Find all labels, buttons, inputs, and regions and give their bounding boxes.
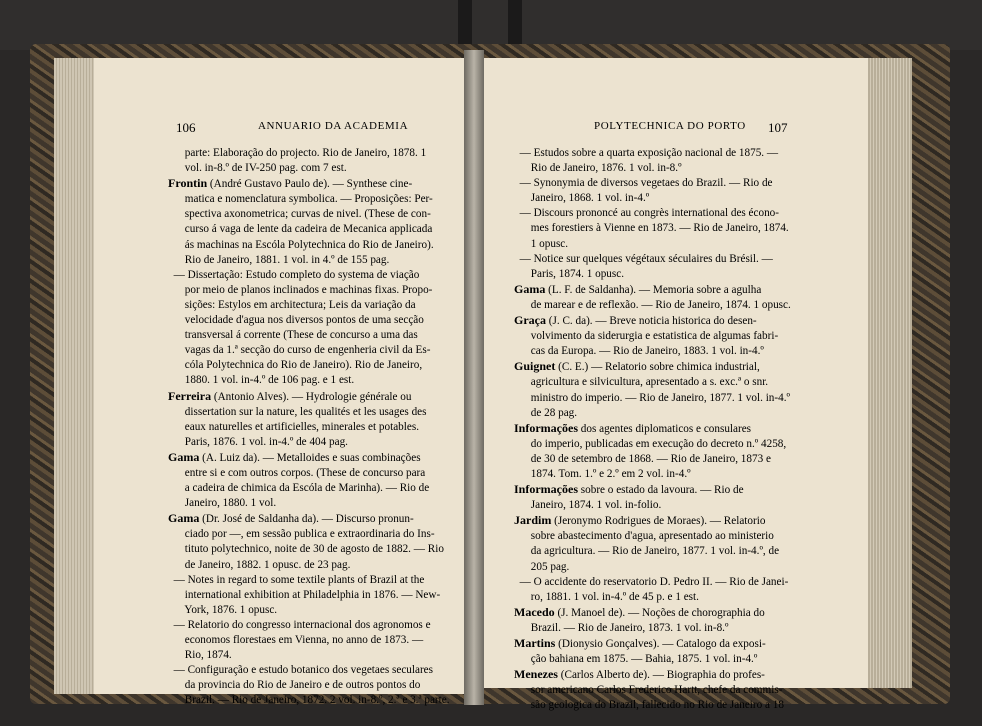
text-line: spectiva axonometrica; curvas de nivel. (These de con-	[168, 208, 431, 221]
text-line: tituto polytechnico, noite de 30 de agosto de 1882. — Rio	[168, 543, 444, 556]
text-line: por meio de planos inclinados e machinas fixas. Propo-	[168, 283, 433, 296]
text-line: Gama (A. Luiz da). — Metalloides e suas combinações	[168, 449, 421, 464]
text-line: Macedo (J. Manoel de). — Noções de chorographia do	[514, 604, 765, 619]
left-running-head: ANNUARIO DA ACADEMIA	[258, 120, 409, 132]
text-line: Jardim (Jeronymo Rodrigues de Moraes). — Relatorio	[514, 513, 766, 528]
text-line: Frontin (André Gustavo Paulo de). — Synthese cine-	[168, 176, 413, 191]
text-line: curso á vaga de lente da cadeira de Mecanica applicada	[168, 223, 433, 236]
text-line: Brazil. — Rio de Janeiro, 1872. 2 vol. in-8.º, 2.ª e 3.ª parte.	[168, 694, 450, 707]
right-page-text	[514, 146, 791, 713]
book-spine	[464, 50, 484, 705]
text-line: ro, 1881. 1 vol. in-4.º de 45 p. e 1 est.	[514, 590, 699, 603]
right-page-edges	[868, 58, 912, 688]
entry-heading: Ferreira	[168, 388, 212, 403]
entry-heading: Gama	[514, 281, 546, 296]
text-line: dissertation sur la nature, les qualités et les usages des	[168, 405, 427, 418]
text-line: vagas da 1.ª secção do curso de engenheria civil da Es-	[168, 344, 431, 357]
text-line: Ferreira (Antonio Alves). — Hydrologie générale ou	[168, 388, 412, 403]
entry-heading: Gama	[168, 511, 200, 526]
entry-heading: Informações	[514, 482, 578, 497]
text-line: Rio de Janeiro, 1876. 1 vol. in-8.º	[514, 162, 682, 175]
text-line: volvimento da siderurgia e estatistica de algumas fabri-	[514, 330, 779, 343]
text-line: — Synonymia de diversos vegetaes do Brazil. — Rio de	[514, 177, 773, 190]
text-line: sobre abastecimento d'agua, apresentado ao ministerio	[514, 530, 774, 543]
text-line: — Notes in regard to some textile plants of Brazil at the	[168, 573, 425, 586]
text-line: Paris, 1876. 1 vol. in-4.º de 404 pag.	[168, 435, 348, 448]
text-line: do imperio, publicadas em execução do decreto n.º 4258,	[514, 437, 787, 450]
text-line: da agricultura. — Rio de Janeiro, 1877. 1 vol. in-4.º, de	[514, 545, 780, 558]
text-line: ção bahiana em 1875. — Bahia, 1875. 1 vol. in-4.º	[514, 653, 758, 666]
entry-heading: Informações	[514, 420, 578, 435]
text-line: Janeiro, 1868. 1 vol. in-4.º	[514, 192, 650, 205]
text-line: Rio, 1874.	[168, 649, 232, 662]
text-line: Janeiro, 1880. 1 vol.	[168, 497, 277, 510]
text-line: velocidade d'agua nos diversos pontos de uma secção	[168, 314, 424, 327]
text-line: ministro do imperio. — Rio de Janeiro, 1877. 1 vol. in-4.º	[514, 391, 790, 404]
entry-heading: Jardim	[514, 513, 552, 528]
text-line: 1874. Tom. 1.º e 2.º em 2 vol. in-4.º	[514, 467, 691, 480]
text-line: 1880. 1 vol. in-4.º de 106 pag. e 1 est.	[168, 374, 355, 387]
text-line: York, 1876. 1 opusc.	[168, 603, 278, 616]
text-line: entre si e com outros corpos. (These de concurso para	[168, 466, 426, 479]
text-line: Menezes (Carlos Alberto de). — Biographia do profes-	[514, 667, 765, 682]
text-line: Graça (J. C. da). — Breve noticia historica do desen-	[514, 313, 757, 328]
text-line: — Relatorio do congresso internacional dos agronomos e	[168, 618, 431, 631]
text-line: 1 opusc.	[514, 237, 569, 250]
left-page-edges	[54, 58, 94, 694]
text-line: parte: Elaboração do projecto. Rio de Janeiro, 1878. 1	[168, 147, 427, 159]
text-line: economos florestaes em Vienna, no anno de 1873. —	[168, 634, 424, 646]
text-line: Informações dos agentes diplomaticos e consulares	[514, 420, 752, 435]
text-line: — Discours prononcé au congrès international des écono-	[514, 207, 779, 220]
text-line: de 30 de setembro de 1868. — Rio de Janeiro, 1873 e	[514, 452, 771, 465]
text-line: ciado por —, em sessão publica e extraordinaria do Ins-	[168, 528, 435, 541]
text-line: de Janeiro, 1882. 1 opusc. de 23 pag.	[168, 558, 351, 571]
text-line: — Dissertação: Estudo completo do systema de viação	[168, 268, 420, 281]
text-line: cas da Europa. — Rio de Janeiro, 1883. 1 vol. in-4.º	[514, 345, 764, 358]
text-line: international exhibition at Philadelphia in 1876. — New-	[168, 588, 441, 601]
text-line: agricultura e silvicultura, apresentado a s. exc.ª o snr.	[514, 376, 769, 389]
text-line: sor americano Carlos Frederico Hartt, chefe da commis-	[514, 684, 783, 697]
entry-heading: Frontin	[168, 176, 208, 191]
text-line: 205 pag.	[514, 560, 570, 573]
entry-heading: Macedo	[514, 604, 555, 619]
text-line: Paris, 1874. 1 opusc.	[514, 267, 625, 280]
text-line: Guignet (C. E.) — Relatorio sobre chimica industrial,	[514, 359, 760, 374]
text-line: Rio de Janeiro, 1881. 1 vol. in 4.º de 155 pag.	[168, 253, 390, 266]
text-line: sições: Estylos em architectura; Leis da variação da	[168, 298, 416, 311]
text-line: Gama (Dr. José de Saldanha da). — Discurso pronun-	[168, 511, 414, 526]
right-page-number: 107	[768, 120, 788, 135]
entry-heading: Gama	[168, 449, 200, 464]
text-line: são geologica do Brazil, fallecido no Rio de Janeiro a 18	[514, 699, 784, 712]
left-page-number: 106	[176, 120, 196, 135]
text-line: da provincia do Rio de Janeiro e de outros pontos do	[168, 679, 421, 692]
text-line: de 28 pag.	[514, 406, 578, 419]
left-page-text	[168, 146, 450, 708]
text-line: a cadeira de chimica da Escóla de Marinha). — Rio de	[168, 482, 430, 495]
backdrop	[0, 0, 982, 50]
entry-heading: Guignet	[514, 359, 556, 374]
text-line: cóla Polytechnica do Rio de Janeiro). Rio de Janeiro,	[168, 359, 423, 372]
text-line: Gama (L. F. de Saldanha). — Memoria sobre a agulha	[514, 281, 762, 296]
text-line: eaux naturelles et artificielles, minerales et potables.	[168, 420, 419, 433]
text-line: Informações sobre o estado da lavoura. — Rio de	[514, 482, 744, 497]
entry-heading: Martins	[514, 636, 556, 650]
text-line: Brazil. — Rio de Janeiro, 1873. 1 vol. in-8.º	[514, 621, 729, 634]
text-line: — O accidente do reservatorio D. Pedro II. — Rio de Janei-	[514, 575, 789, 588]
text-line: Janeiro, 1874. 1 vol. in-folio.	[514, 499, 662, 512]
text-line: Martins (Dionysio Gonçalves). — Catalogo da exposi-	[514, 636, 766, 650]
backdrop-strip-right	[508, 0, 522, 50]
entry-heading: Menezes	[514, 667, 558, 682]
text-line: — Configuração e estudo botanico dos vegetaes seculares	[168, 664, 433, 677]
text-line: vol. in-8.º de IV-250 pag. com 7 est.	[168, 162, 347, 175]
text-line: — Estudos sobre a quarta exposição nacional de 1875. —	[514, 147, 779, 159]
text-line: ás machinas na Escóla Polytechnica do Rio de Janeiro).	[168, 238, 434, 251]
text-line: mes forestiers à Vienne en 1873. — Rio de Janeiro, 1874.	[514, 222, 789, 235]
right-running-head: POLYTECHNICA DO PORTO	[594, 120, 746, 132]
text-line: transversal á corrente (These de concurso a uma das	[168, 329, 418, 342]
entry-heading: Graça	[514, 313, 546, 328]
text-line: — Notice sur quelques végétaux séculaires du Brésil. —	[514, 252, 773, 265]
text-line: de marear e de reflexão. — Rio de Janeiro, 1874. 1 opusc.	[514, 298, 791, 311]
backdrop-strip-left	[458, 0, 472, 50]
text-line: matica e nomenclatura symbolica. — Proposições: Per-	[168, 193, 433, 206]
